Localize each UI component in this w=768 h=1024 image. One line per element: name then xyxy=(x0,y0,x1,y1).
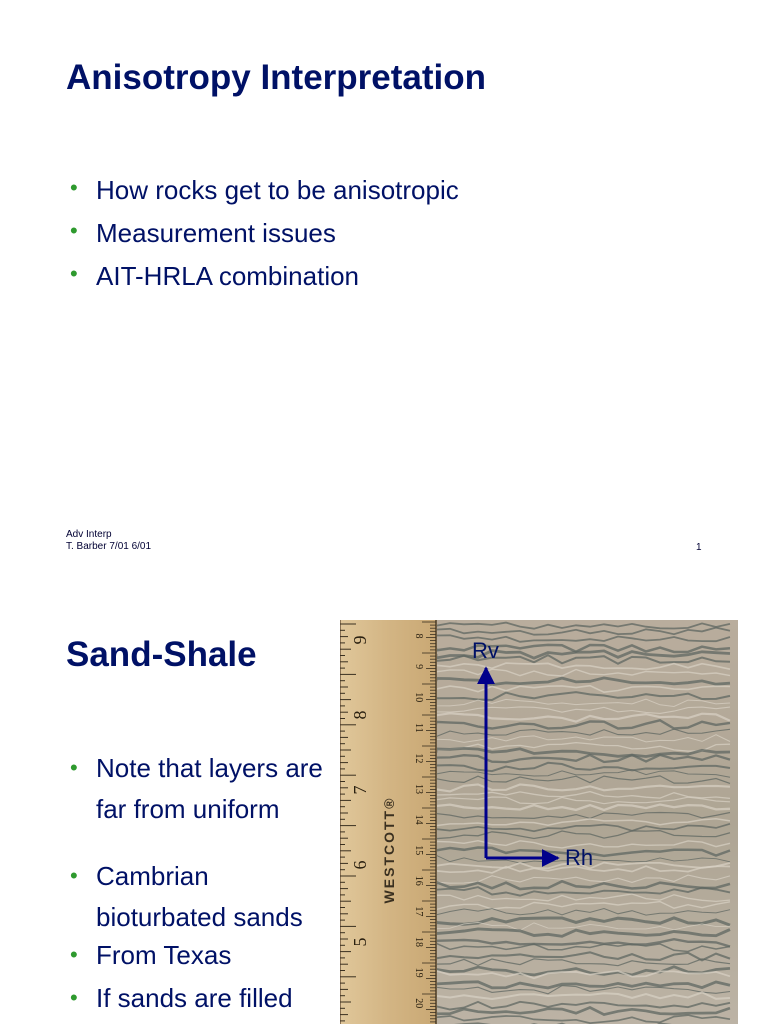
slide-title: Anisotropy Interpretation xyxy=(66,58,487,97)
rv-label: Rv xyxy=(472,638,499,663)
slide-title: Sand-Shale xyxy=(66,635,257,674)
core-sample-figure xyxy=(340,620,738,1024)
rh-label: Rh xyxy=(565,845,594,870)
bullet-item xyxy=(66,937,340,980)
bullet-item xyxy=(66,980,340,1023)
ruler-cm-number: 14 xyxy=(413,814,424,825)
bullet-text: From Texas xyxy=(96,940,232,970)
ruler-inch-number: 6 xyxy=(350,860,370,870)
footer-course: Adv Interp xyxy=(66,529,112,540)
bullet-text: Note that layers are far from uniform xyxy=(96,753,323,824)
bullet-list xyxy=(66,175,459,304)
bullet-text: How rocks get to be anisotropic xyxy=(96,175,459,205)
bullet-text: Measurement issues xyxy=(96,218,336,248)
bullet-dot-icon: • xyxy=(70,261,78,286)
bullet-list xyxy=(66,750,340,1023)
ruler-cm-number: 12 xyxy=(413,753,424,764)
ruler-cm-number: 16 xyxy=(413,875,424,886)
ruler-inch-number: 8 xyxy=(350,710,370,720)
bullet-item xyxy=(66,858,340,937)
page-number: 1 xyxy=(696,542,702,553)
ruler-cm-number: 18 xyxy=(413,937,424,947)
bullet-dot-icon: • xyxy=(70,218,78,243)
bullet-text: AIT-HRLA combination xyxy=(96,261,360,291)
bullet-text: If sands are filled xyxy=(96,983,293,1013)
ruler-brand-label: WESTCOTT® xyxy=(381,796,397,904)
bullet-item xyxy=(66,750,340,858)
bullet-item xyxy=(66,261,459,304)
bullet-dot-icon: • xyxy=(70,755,78,780)
bullet-text: Cambrian bioturbated sands xyxy=(96,861,303,932)
ruler-cm-number: 8 xyxy=(413,633,424,639)
footer-author-date: T. Barber 7/01 6/01 xyxy=(66,541,152,552)
bullet-dot-icon: • xyxy=(70,863,78,888)
core-sample-photo xyxy=(340,620,738,1024)
ruler-cm-number: 13 xyxy=(413,784,424,794)
slide-2 xyxy=(0,580,768,1024)
bullet-dot-icon: • xyxy=(70,175,78,200)
slide-footer xyxy=(66,529,151,553)
bullet-item xyxy=(66,175,459,218)
ruler-cm-number: 20 xyxy=(413,998,424,1009)
ruler-cm-number: 15 xyxy=(413,845,424,856)
bullet-dot-icon: • xyxy=(70,985,78,1010)
ruler-inch-number: 7 xyxy=(350,785,370,795)
ruler-cm-number: 10 xyxy=(413,692,424,703)
ruler-inch-number: 9 xyxy=(350,635,370,645)
bullet-dot-icon: • xyxy=(70,942,78,967)
ruler-cm-number: 11 xyxy=(413,722,424,733)
ruler-cm-number: 17 xyxy=(413,906,424,917)
ruler-cm-number: 19 xyxy=(413,967,424,978)
ruler-cm-number: 9 xyxy=(413,664,424,670)
ruler-inch-number: 5 xyxy=(350,937,370,947)
bullet-item xyxy=(66,218,459,261)
